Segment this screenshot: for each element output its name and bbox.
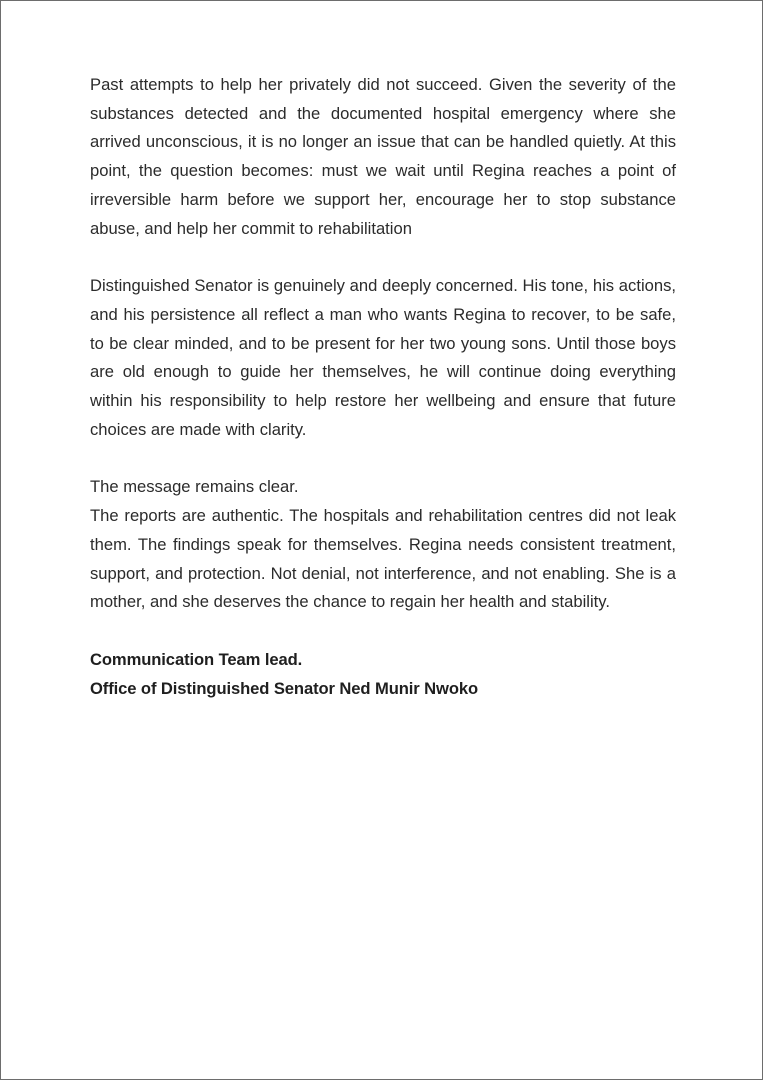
paragraph-spacer <box>90 444 676 473</box>
paragraph-spacer <box>90 617 676 646</box>
paragraph-senator-concern: Distinguished Senator is genuinely and deeply concerned. His tone, his actions, and his persistence all reflect a man who wants Regina to recover, to be safe, to be clear minded, and to be present for her two young sons. Until those boys are old enough to guide her themselves, he will continue doing everything within his responsibility to help restore her wellbeing and ensure that future choices are made with clarity. <box>90 276 676 439</box>
signature-office: Office of Distinguished Senator Ned Munir Nwoko <box>90 678 479 698</box>
document-body <box>90 71 676 703</box>
paragraph-message-body: The reports are authentic. The hospitals and rehabilitation centres did not leak them. The findings speak for themselves. Regina needs consistent treatment, support, and protection. Not denial, not interference, and not enabling. She is a mother, and she deserves the chance to regain her health and stability. <box>90 506 676 612</box>
paragraph-past-attempts: Past attempts to help her privately did not succeed. Given the severity of the substances detected and the documented hospital emergency where she arrived unconscious, it is no longer an issue that can be handled quietly. At this point, the question becomes: must we wait until Regina reaches a point of irreversible harm before we support her, encourage her to stop substance abuse, and help her commit to rehabilitation <box>90 75 676 238</box>
message-heading: The message remains clear. <box>90 477 299 497</box>
signature-role: Communication Team lead. <box>90 649 303 669</box>
paragraph-spacer <box>90 243 676 272</box>
